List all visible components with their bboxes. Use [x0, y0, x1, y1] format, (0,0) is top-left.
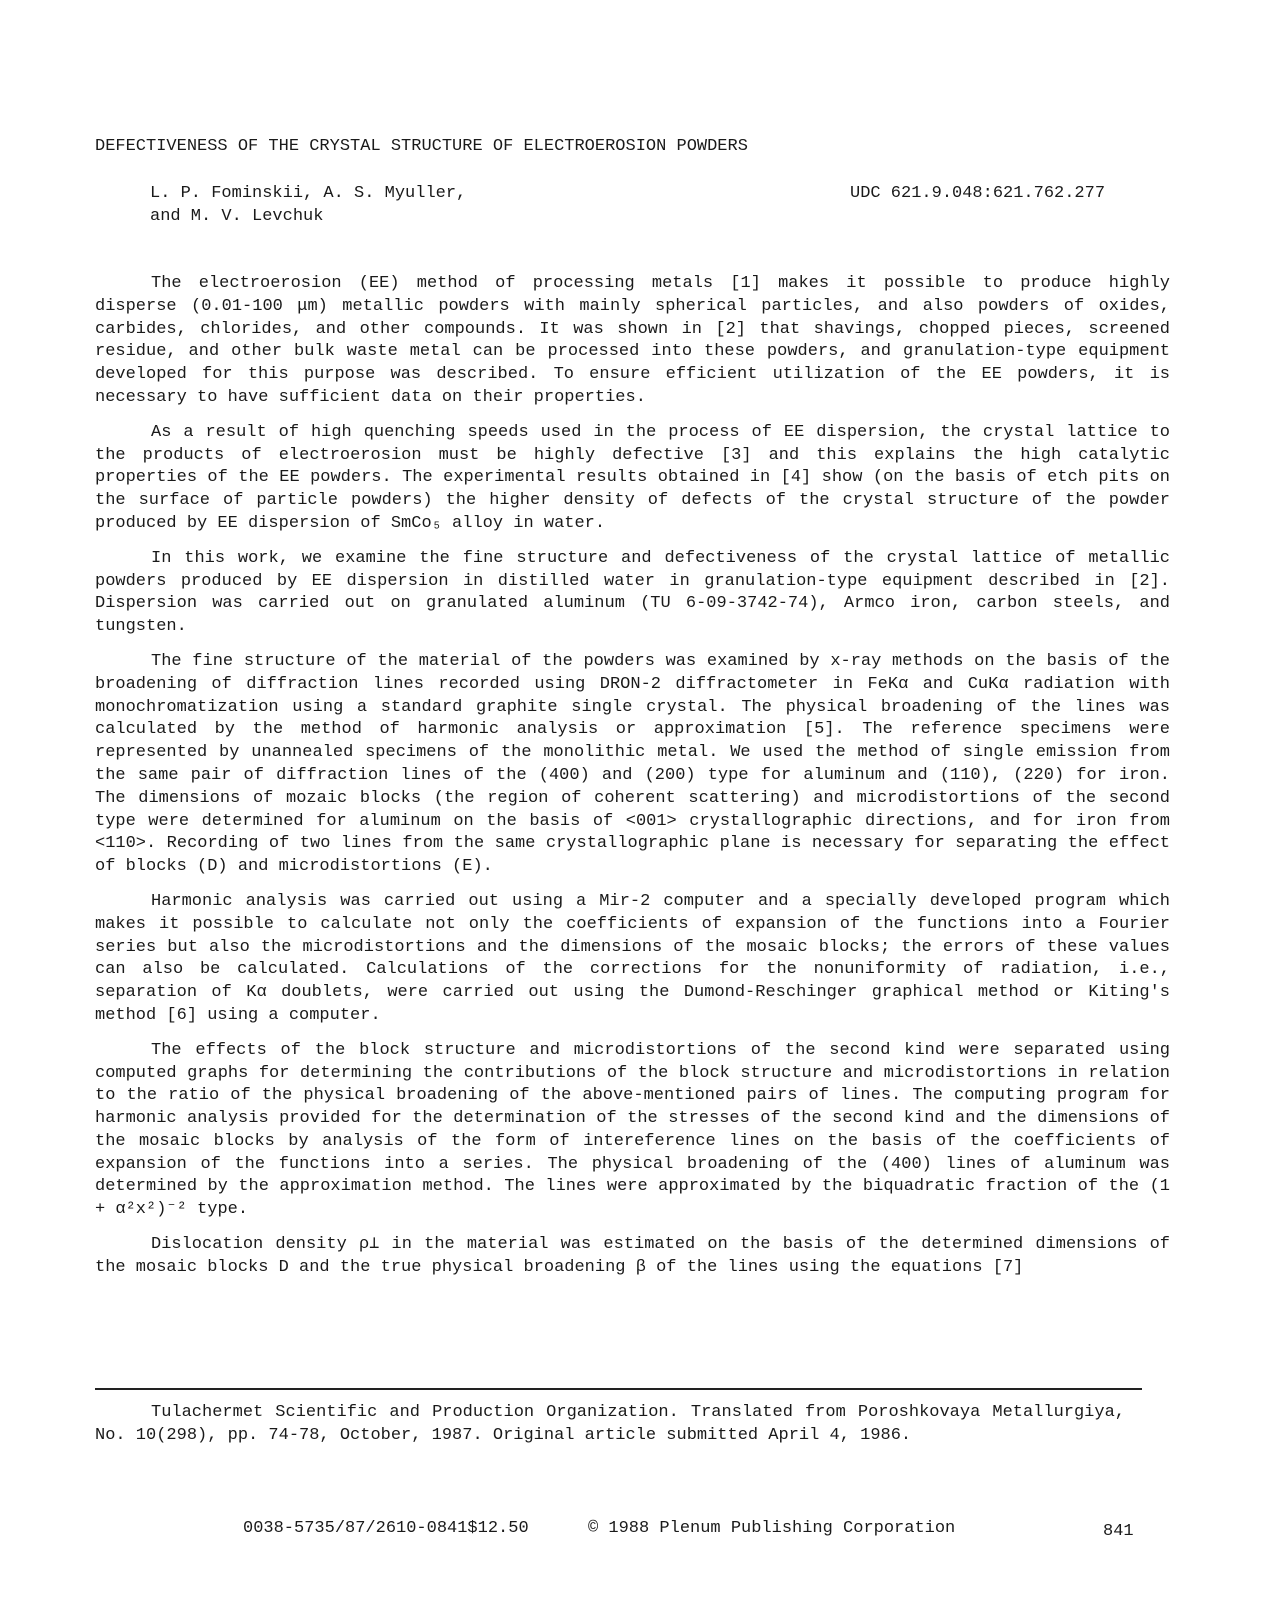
footer-code: 0038-5735/87/2610-0841$12.50 — [243, 1519, 529, 1538]
paragraph-6: The effects of the block structure and microdistortions of the second kind were separated using computed graphs for determining the contributions of the block structure and microdistortions in relation to the ratio of the physical broadening of the above-mentioned pairs of lines. The computing program for harmonic analysis provided for the determination of the stresses of the second kind and the dimensions of the mosaic blocks by analysis of the form of intereference lines on the basis of the coefficients of expansion of the functions into a series. The physical broadening of the (400) lines of aluminum was determined by the approximation method. The lines were approximated by the biquadratic fraction of the (1 + α²x²)⁻² type. — [95, 1040, 1170, 1220]
footnote-divider — [95, 1388, 1142, 1390]
udc-code: UDC 621.9.048:621.762.277 — [850, 184, 1106, 203]
paragraph-7: Dislocation density ρ⊥ in the material was estimated on the basis of the determined dimensions of the mosaic blocks D and the true physical broadening β of the lines using the equations [7] — [95, 1235, 1170, 1277]
article-title: DEFECTIVENESS OF THE CRYSTAL STRUCTURE OF ELECTROEROSION POWDERS — [95, 137, 748, 156]
paragraph-5: Harmonic analysis was carried out using a Mir-2 computer and a specially developed program which makes it possible to calculate not only the coefficients of expansion of the functions into a Fourier series but also the microdistortions and the dimensions of the mosaic blocks; the errors of these values can also be calculated. Calculations of the corrections for the nonuniformity of radiation, i.e., separation of Kα doublets, were carried out using the Dumond-Reschinger graphical method or Kiting's method [6] using a computer. — [95, 891, 1170, 1025]
paragraph-2: As a result of high quenching speeds used in the process of EE dispersion, the crystal lattice to the products of electroerosion must be highly defective [3] and this explains the high catalytic properties of the EE powders. The experimental results obtained in [4] show (on the basis of etch pits on the surface of particle powders) the higher density of defects of the crystal structure of the powder produced by EE dispersion of SmCo₅ alloy in water. — [95, 422, 1170, 533]
footnote: Tulachermet Scientific and Production Organization. Translated from Poroshkovaya Metallurgiya, No. 10(298), pp. 74-78, October, 1987. Original article submitted April 4, 1986. — [95, 1403, 1125, 1445]
article-body — [95, 273, 1170, 1292]
paragraph-4: The fine structure of the material of the powders was examined by x-ray methods on the basis of the broadening of diffraction lines recorded using DRON-2 diffractometer in FeKα and CuKα radiation with monochromatization using a standard graphite single crystal. The physical broadening of the lines was calculated by the method of harmonic analysis or approximation [5]. The reference specimens were represented by unannealed specimens of the monolithic metal. We used the method of single emission from the same pair of diffraction lines of the (400) and (200) type for aluminum and (110), (220) for iron. The dimensions of mozaic blocks (the region of coherent scattering) and microdistortions of the second type were determined for aluminum on the basis of <001> crystallographic directions, and for iron from <110>. Recording of two lines from the same crystallographic plane is necessary for separating the effect of blocks (D) and microdistortions (E). — [95, 651, 1170, 877]
page-number: 841 — [1103, 1522, 1134, 1541]
footer-copyright: © 1988 Plenum Publishing Corporation — [588, 1519, 956, 1538]
paragraph-1: The electroerosion (EE) method of processing metals [1] makes it possible to produce highly disperse (0.01-100 μm) metallic powders with mainly spherical particles, and also powders of oxides, carbides, chlorides, and other compounds. It was shown in [2] that shavings, chopped pieces, screened residue, and other bulk waste metal can be processed into these powders, and granulation-type equipment developed for this purpose was described. To ensure efficient utilization of the EE powders, it is necessary to have sufficient data on their properties. — [95, 274, 1170, 407]
paragraph-3: In this work, we examine the fine structure and defectiveness of the crystal lattice of metallic powders produced by EE dispersion in distilled water in granulation-type equipment described in [2]. Dispersion was carried out on granulated aluminum (TU 6-09-3742-74), Armco iron, carbon steels, and tungsten. — [95, 548, 1170, 637]
authors: L. P. Fominskii, A. S. Myuller, and M. V. Levchuk — [150, 184, 467, 226]
